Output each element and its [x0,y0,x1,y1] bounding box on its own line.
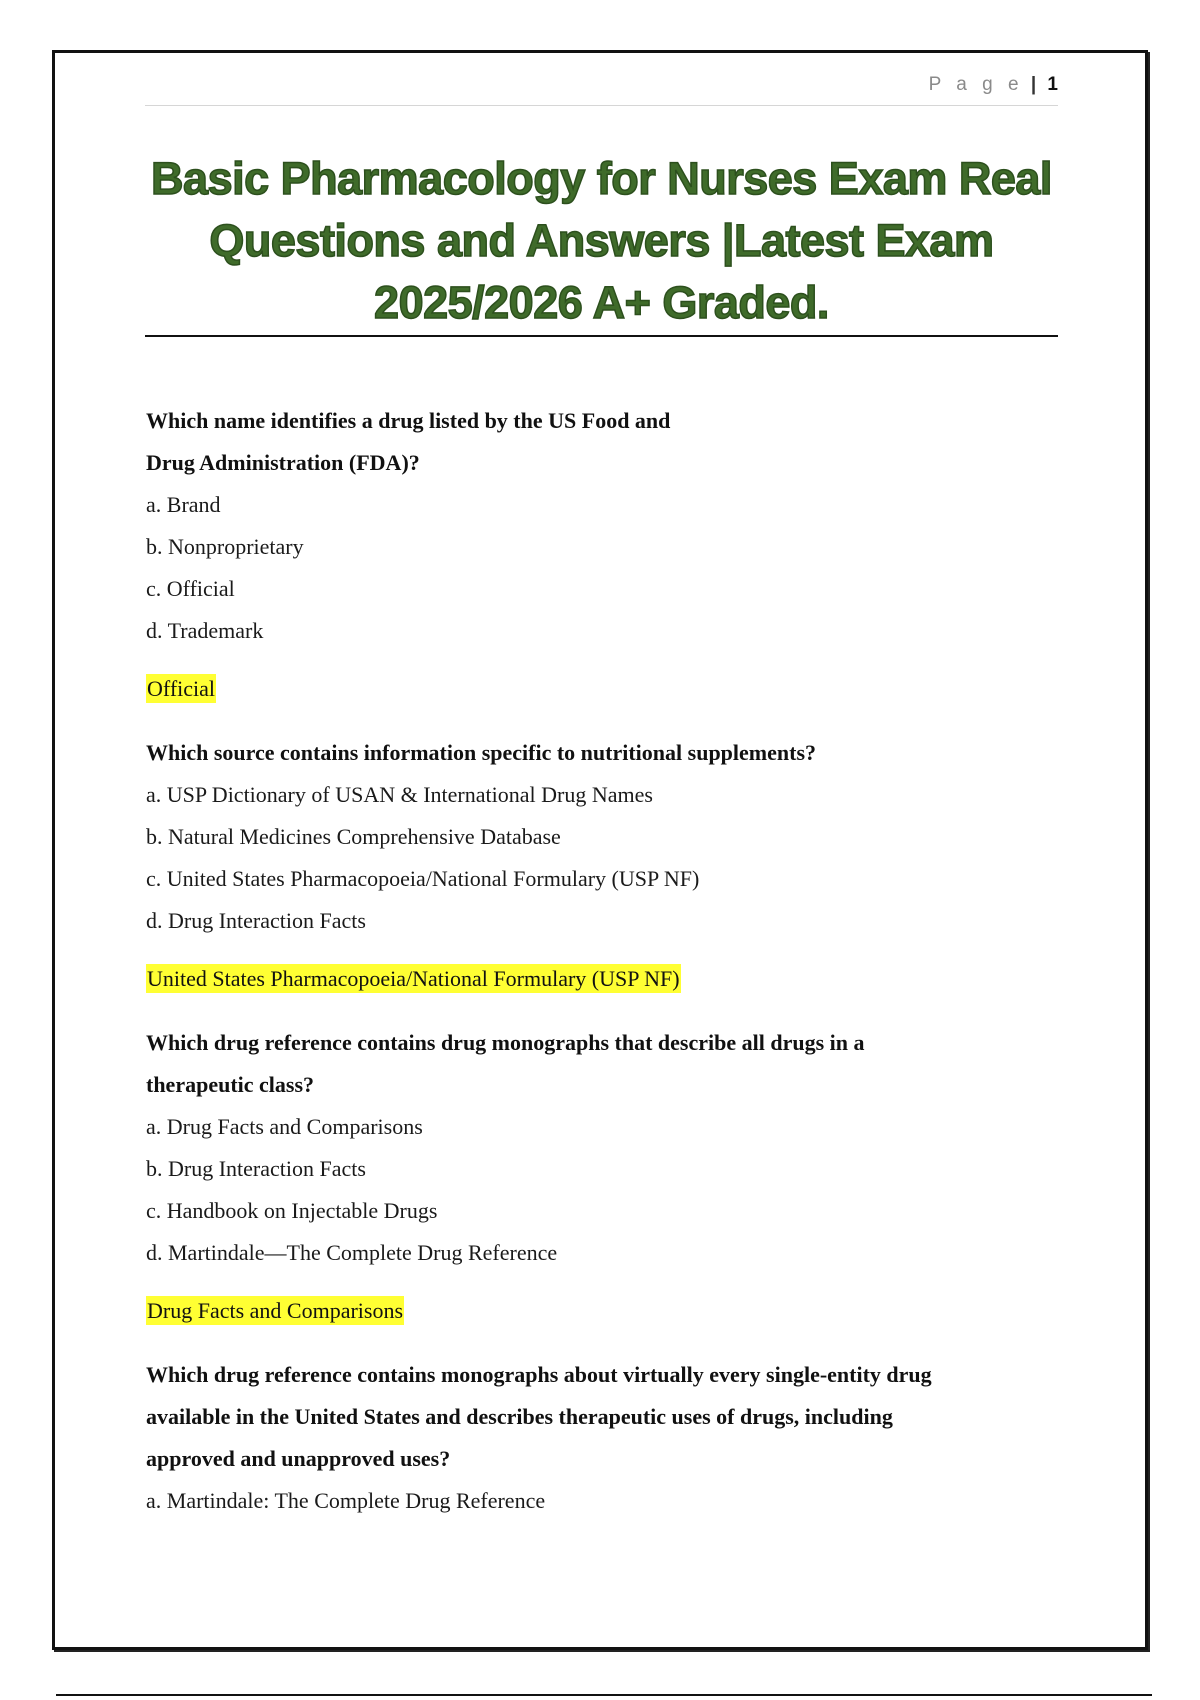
question-1-option-b: b. Nonproprietary [146,534,304,559]
question-2-option-b: b. Natural Medicines Comprehensive Database [146,824,561,849]
page-header [145,70,1058,106]
question-3-answer [146,1290,1046,1332]
question-block-3 [146,1022,1046,1332]
question-block-4 [146,1354,1046,1522]
document-title: Basic Pharmacology for Nurses Exam Real Questions and Answers |Latest Exam 2025/2026 A+ Graded. [151,153,1052,328]
question-3-line-2: therapeutic class? [146,1072,315,1097]
question-3-option-a: a. Drug Facts and Comparisons [146,1114,423,1139]
question-block-1 [146,400,1046,710]
question-4-line-1: Which drug reference contains monographs about virtually every single-entity drug [146,1362,932,1387]
question-3-line-1: Which drug reference contains drug monographs that describe all drugs in a [146,1030,865,1055]
answer-highlight: Official [147,676,216,701]
question-3-option-d: d. Martindale—The Complete Drug Reference [146,1240,558,1265]
page-label: P a g e [928,74,1024,95]
question-1-line-1: Which name identifies a drug listed by the US Food and [146,408,671,433]
question-2-option-a: a. USP Dictionary of USAN & International Drug Names [146,782,653,807]
answer-highlight: Drug Facts and Comparisons [147,1298,404,1323]
question-1-answer [146,668,1046,710]
page-separator: | [1030,74,1037,95]
question-1-option-d: d. Trademark [146,618,264,643]
question-2-line-1: Which source contains information specific to nutritional supplements? [146,740,817,765]
question-2-option-c: c. United States Pharmacopoeia/National Formulary (USP NF) [146,866,700,891]
next-page-edge [56,1694,1152,1696]
answer-highlight: United States Pharmacopoeia/National Formulary (USP NF) [147,966,680,991]
question-1-option-c: c. Official [146,576,235,601]
question-3-option-c: c. Handbook on Injectable Drugs [146,1198,438,1223]
question-3-option-b: b. Drug Interaction Facts [146,1156,366,1181]
page-number: 1 [1047,74,1058,95]
title-underline [145,335,1058,337]
question-2-answer [146,958,1046,1000]
question-4-line-3: approved and unapproved uses? [146,1446,451,1471]
question-2-option-d: d. Drug Interaction Facts [146,908,366,933]
question-1-option-a: a. Brand [146,492,221,517]
question-block-2 [146,732,1046,1000]
question-1-line-2: Drug Administration (FDA)? [146,450,420,475]
question-4-line-2: available in the United States and describes therapeutic uses of drugs, including [146,1404,893,1429]
question-4-option-a: a. Martindale: The Complete Drug Reference [146,1488,546,1513]
questions-list [146,400,1046,1544]
